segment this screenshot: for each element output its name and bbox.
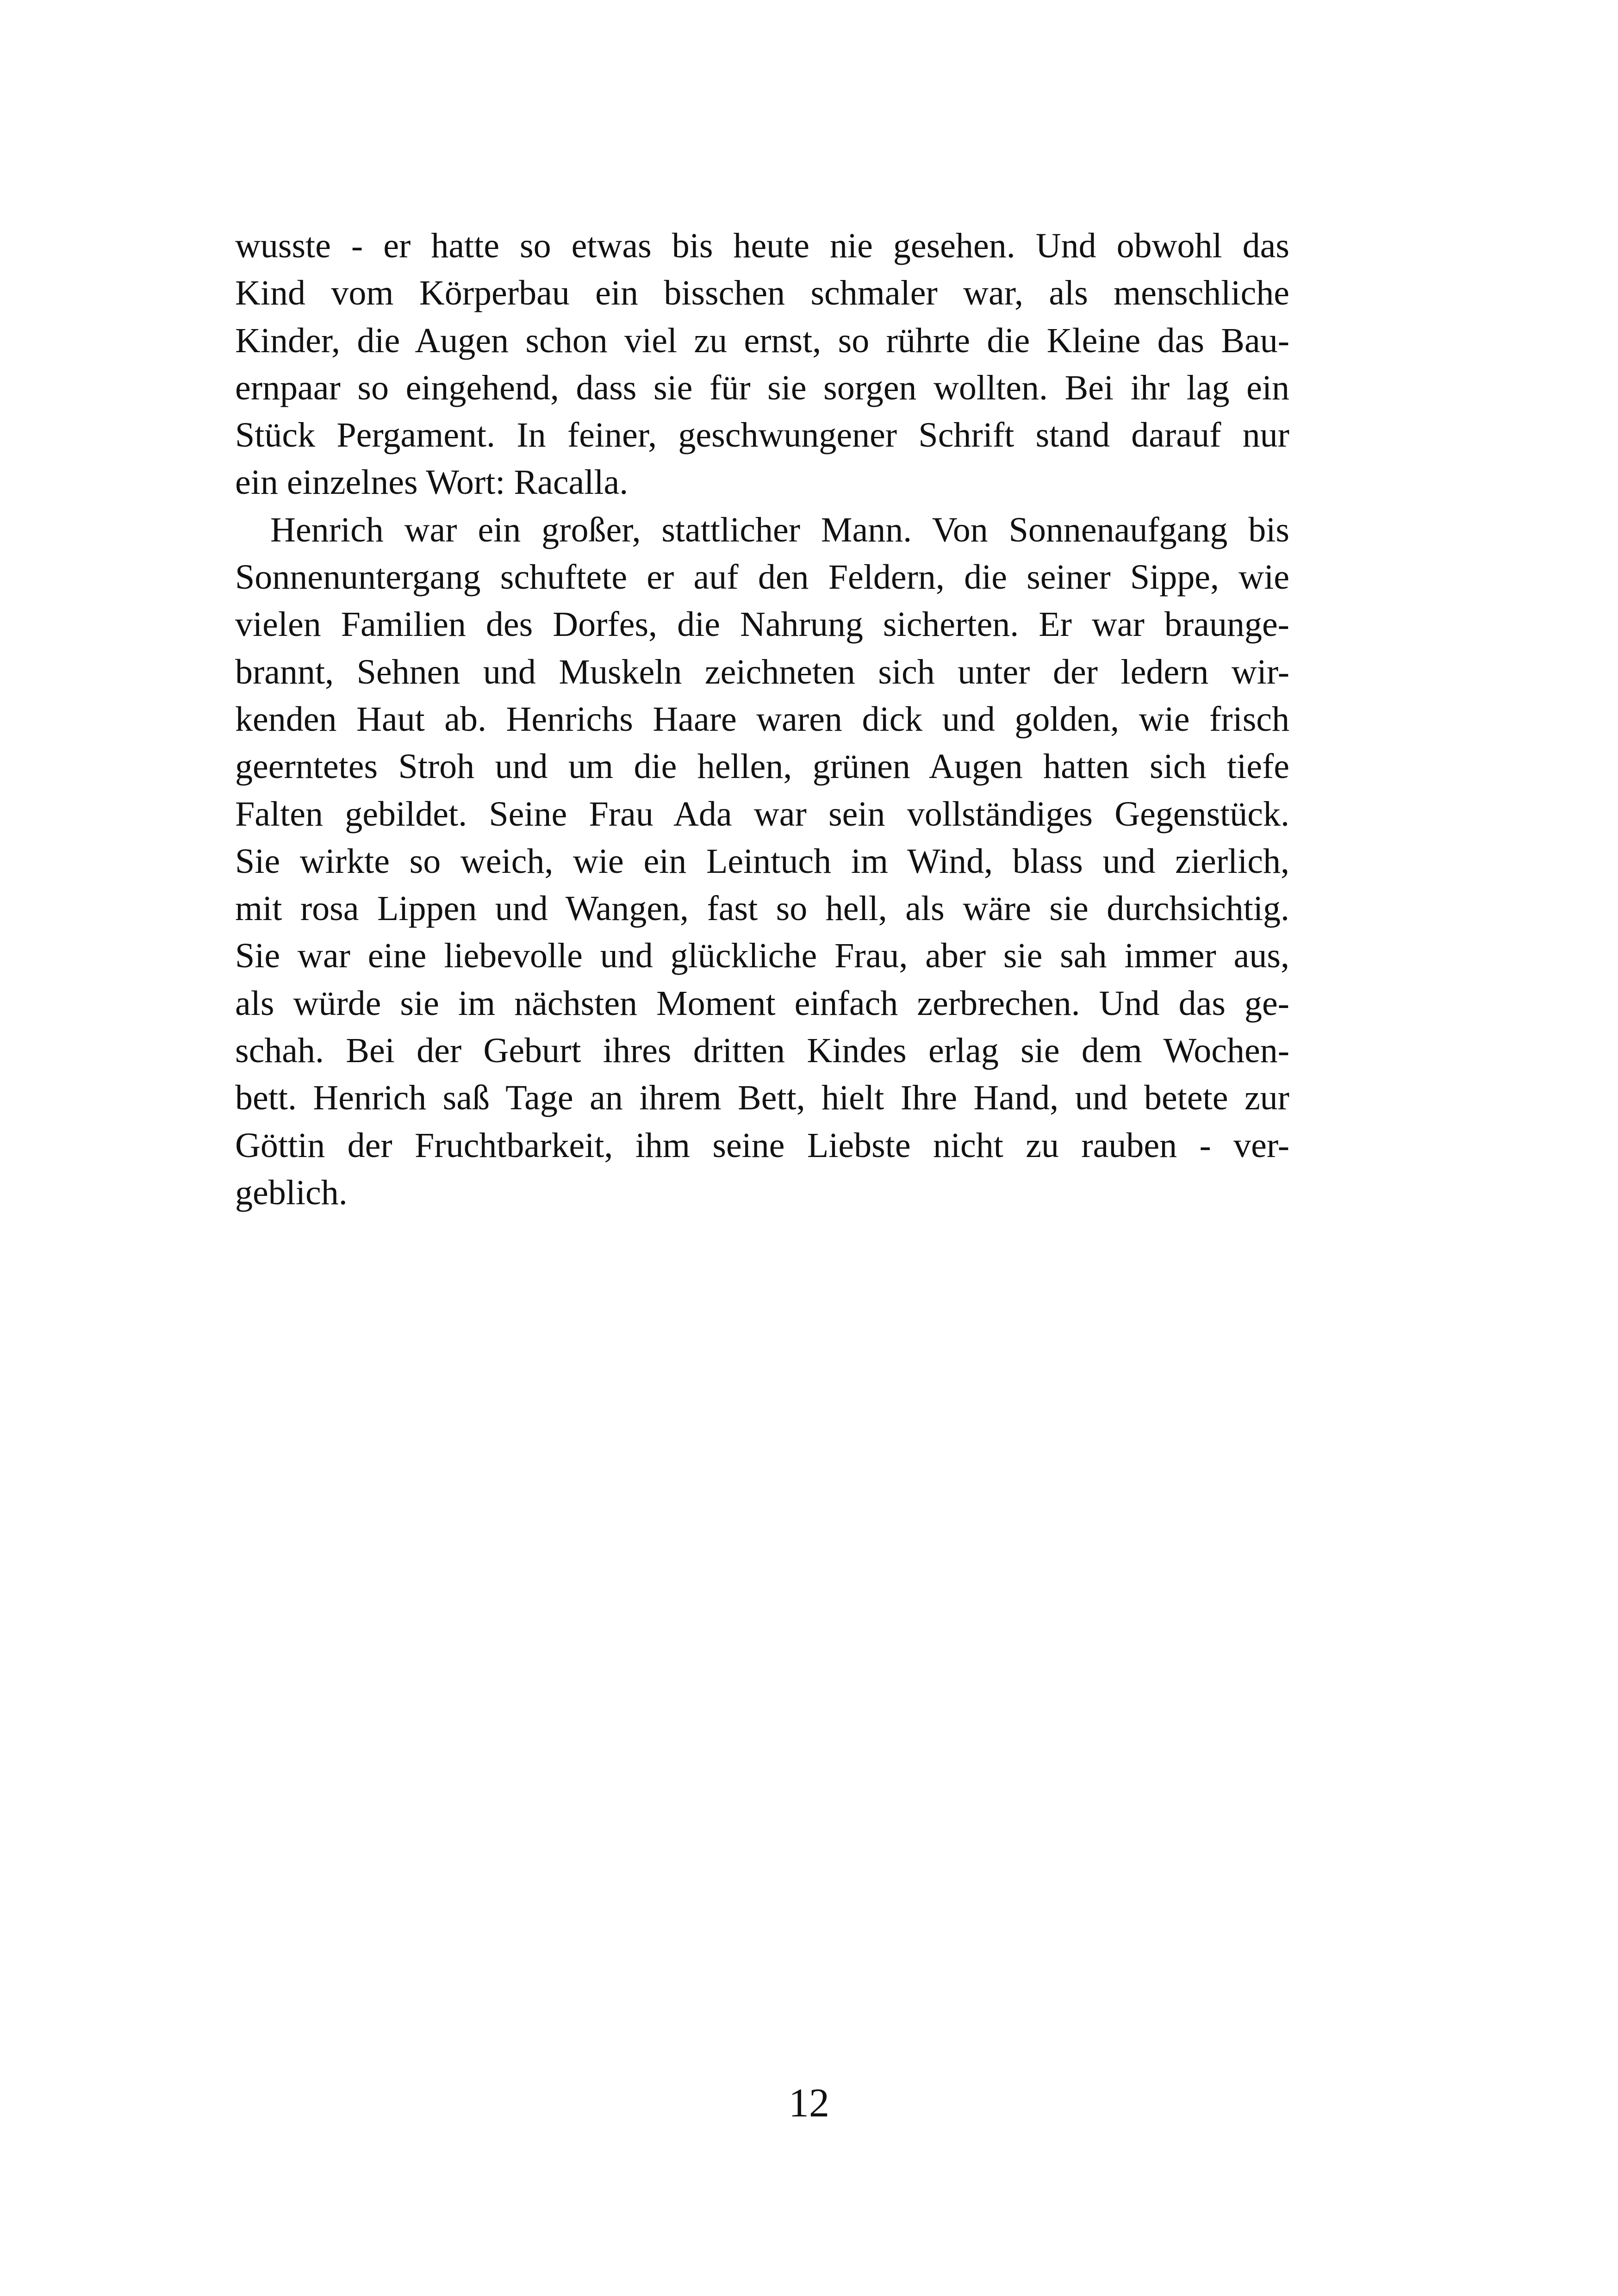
- text-line: Kind vom Körperbau ein bisschen schmaler war, als menschliche: [235, 274, 1289, 313]
- text-line: als würde sie im nächsten Moment einfach zerbrechen. Und das ge-: [235, 983, 1289, 1023]
- text-line: Göttin der Fruchtbarkeit, ihm seine Liebste nicht zu rauben - ver-: [235, 1126, 1289, 1165]
- text-line: mit rosa Lippen und Wangen, fast so hell, als wäre sie durchsichtig.: [235, 889, 1289, 928]
- text-line: kenden Haut ab. Henrichs Haare waren dick und golden, wie frisch: [235, 699, 1289, 739]
- text-line: Sonnenuntergang schuftete er auf den Feldern, die seiner Sippe, wie: [235, 558, 1289, 597]
- text-line: geblich.: [235, 1173, 348, 1212]
- text-line: schah. Bei der Geburt ihres dritten Kindes erlag sie dem Wochen-: [235, 1031, 1289, 1070]
- text-line: bett. Henrich saß Tage an ihrem Bett, hielt Ihre Hand, und betete zur: [235, 1078, 1289, 1118]
- text-line: wusste - er hatte so etwas bis heute nie gesehen. Und obwohl das: [235, 226, 1289, 265]
- text-line: ernpaar so eingehend, dass sie für sie sorgen wollten. Bei ihr lag ein: [235, 368, 1289, 407]
- text-line: brannt, Sehnen und Muskeln zeichneten sich unter der ledern wir-: [235, 652, 1289, 691]
- text-line: Henrich war ein großer, stattlicher Mann. Von Sonnenaufgang bis: [270, 510, 1289, 549]
- text-line: Sie war eine liebevolle und glückliche Frau, aber sie sah immer aus,: [235, 936, 1289, 976]
- page-number: 12: [789, 2081, 829, 2126]
- text-line: ein einzelnes Wort: Racalla.: [235, 463, 629, 502]
- text-line: Stück Pergament. In feiner, geschwungener Schrift stand darauf nur: [235, 416, 1289, 455]
- body-text: [235, 222, 1289, 1216]
- text-line: geerntetes Stroh und um die hellen, grünen Augen hatten sich tiefe: [235, 747, 1289, 786]
- text-line: Falten gebildet. Seine Frau Ada war sein vollständiges Gegenstück.: [235, 794, 1289, 834]
- text-line: Sie wirkte so weich, wie ein Leintuch im Wind, blass und zierlich,: [235, 841, 1289, 881]
- text-line: vielen Familien des Dorfes, die Nahrung sicherten. Er war braunge-: [235, 605, 1289, 644]
- text-line: Kinder, die Augen schon viel zu ernst, so rührte die Kleine das Bau-: [235, 321, 1289, 360]
